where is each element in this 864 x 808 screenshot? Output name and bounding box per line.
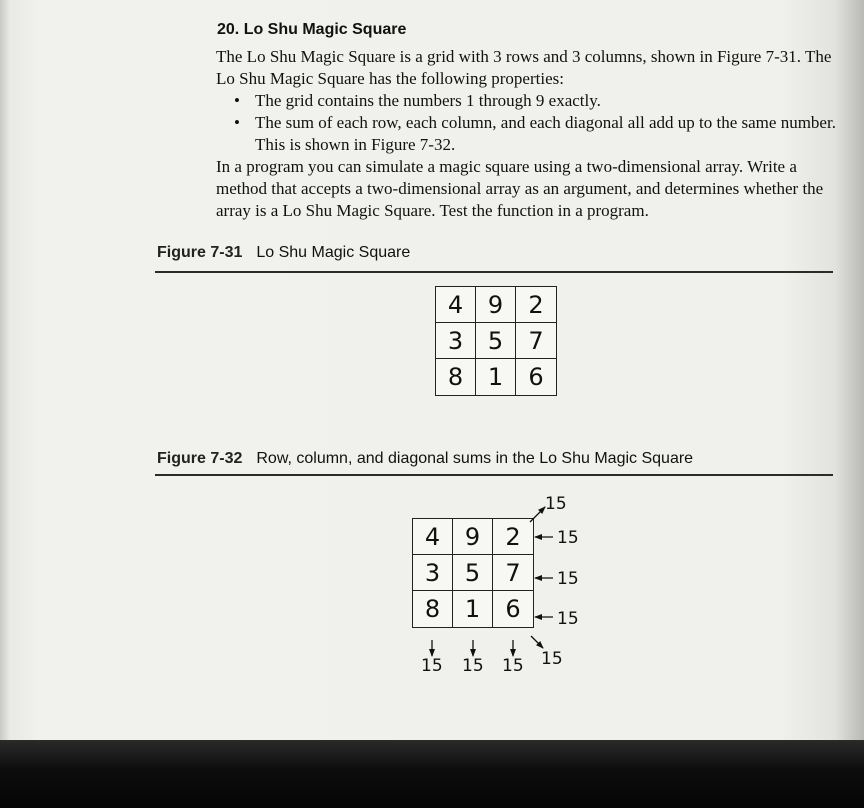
- figure-number: Figure 7-31: [157, 244, 243, 261]
- column-sum-label: 15: [421, 656, 443, 676]
- grid-cell: 4: [436, 287, 476, 323]
- magic-square-sums-grid: [412, 518, 534, 628]
- grid-cell: 3: [413, 555, 453, 591]
- intro-paragraph: The Lo Shu Magic Square is a grid with 3 rows and 3 columns, shown in Figure 7-31. The Lo Shu Magic Square has the following properties:: [216, 47, 832, 88]
- grid-cell: 5: [453, 555, 493, 591]
- grid-cell: 2: [516, 287, 556, 323]
- column-sum-label: 15: [462, 656, 484, 676]
- grid-cell: 7: [516, 323, 556, 359]
- properties-list: [232, 90, 842, 156]
- grid-cell: 8: [413, 591, 453, 627]
- anti-diagonal-sum-label: 15: [545, 494, 567, 514]
- figure-caption: [157, 244, 410, 262]
- bullet-icon: •: [234, 113, 240, 132]
- divider: [155, 271, 833, 273]
- list-item: • The grid contains the numbers 1 through 9 exactly.: [234, 91, 601, 110]
- grid-cell: 2: [493, 519, 533, 555]
- task-paragraph: In a program you can simulate a magic square using a two-dimensional array. Write a method that accepts a two-dimensional array as an argument, and determines whether the array is a Lo Shu Magic Square. Test the function in a program.: [216, 157, 824, 220]
- grid-cell: 3: [436, 323, 476, 359]
- grid-cell: 8: [436, 359, 476, 395]
- grid-cell: 1: [476, 359, 516, 395]
- main-diagonal-sum-label: 15: [541, 649, 563, 669]
- grid-cell: 1: [453, 591, 493, 627]
- list-item: • The sum of each row, each column, and each diagonal all add up to the same number. This is shown in Figure 7-32.: [234, 113, 836, 154]
- grid-cell: 7: [493, 555, 533, 591]
- bullet-icon: •: [234, 91, 240, 110]
- grid-cell: 6: [528, 363, 544, 391]
- grid-cell: 6: [505, 595, 521, 623]
- grid-cell: 9: [453, 519, 493, 555]
- figure-caption: [157, 450, 693, 468]
- figure-number: Figure 7-32: [157, 450, 243, 467]
- section-heading: 20. Lo Shu Magic Square: [217, 21, 407, 38]
- figure-title: Lo Shu Magic Square: [256, 244, 411, 261]
- figure-title: Row, column, and diagonal sums in the Lo Shu Magic Square: [256, 450, 694, 467]
- grid-cell: 5: [476, 323, 516, 359]
- column-sum-label: 15: [502, 656, 524, 676]
- row-sum-label: 15: [557, 569, 579, 589]
- grid-cell: 9: [476, 287, 516, 323]
- grid-cell: 4: [413, 519, 453, 555]
- row-sum-label: 15: [557, 609, 579, 629]
- row-sum-label: 15: [557, 528, 579, 548]
- magic-square-grid: [435, 286, 557, 396]
- page-edge-shadow: [0, 740, 864, 808]
- divider: [155, 474, 833, 476]
- diagonal-sum-arrow: [531, 636, 543, 648]
